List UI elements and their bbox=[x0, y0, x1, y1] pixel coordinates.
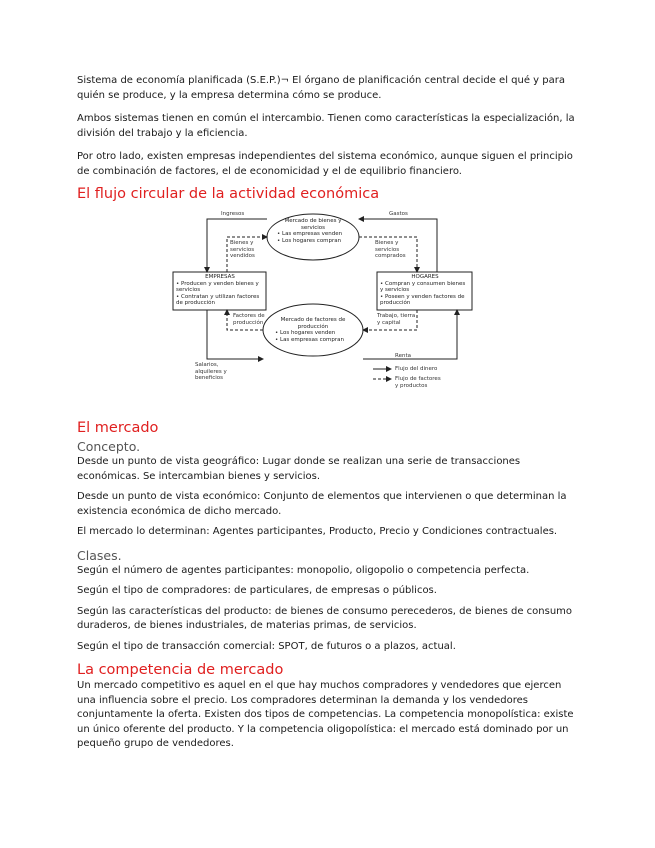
hogares-item: • Poseen y venden factores de producción bbox=[380, 293, 465, 306]
empresas-item: • Producen y venden bienes y servicios bbox=[176, 280, 259, 293]
subheading-concepto: Concepto. bbox=[77, 439, 141, 454]
heading-flujo-circular: El flujo circular de la actividad económica bbox=[77, 186, 380, 202]
label-trabajo: Trabajo, tierra y capital bbox=[377, 313, 416, 326]
label-bienes-comprados: Bienes y servicios comprados bbox=[375, 240, 406, 259]
goods-market-text bbox=[277, 218, 349, 244]
paragraph-clases-transaccion: Según el tipo de transacción comercial: SPOT, de futuros o a plazos, actual. bbox=[77, 640, 456, 652]
label-ingresos: Ingresos bbox=[221, 211, 245, 217]
factor-market-item: • Los hogares venden bbox=[275, 330, 336, 336]
heading-competencia: La competencia de mercado bbox=[77, 662, 284, 678]
paragraph-sep: Sistema de economía planificada (S.E.P.)¬ El órgano de planificación central decide el qué y para quién se produce, y la empresa determina cómo se produce. bbox=[77, 75, 565, 101]
subheading-clases: Clases. bbox=[77, 547, 122, 563]
legend-factores: Flujo de factores y productos bbox=[395, 376, 441, 389]
label-salarios: Salarios, alquileres y beneficios bbox=[195, 362, 227, 381]
heading-mercado: El mercado bbox=[77, 420, 159, 436]
hogares-item: • Compran y consumen bienes y servicios bbox=[380, 280, 466, 293]
label-gastos: Gastos bbox=[389, 211, 408, 217]
factor-market-item: • Las empresas compran bbox=[275, 336, 345, 343]
factor-market-title: Mercado de factores de producción bbox=[280, 317, 346, 330]
paragraph-concepto-economico: Desde un punto de vista económico: Conjunto de elementos que intervienen o que determinan la existencia económica de dicho mercado. bbox=[77, 491, 567, 517]
label-renta: Renta bbox=[395, 353, 411, 359]
empresas-item: • Contratan y utilizan factores de producción bbox=[176, 293, 260, 306]
paragraph-determinantes: El mercado lo determinan: Agentes participantes, Producto, Precio y Condiciones contractuales. bbox=[77, 526, 558, 537]
goods-market-item: • Las empresas venden bbox=[277, 231, 343, 237]
empresas-title: EMPRESAS bbox=[205, 274, 235, 280]
goods-market-title: Mercado de bienes y servicios bbox=[284, 218, 342, 231]
paragraph-clases-compradores: Según el tipo de compradores: de particulares, de empresas o públicos. bbox=[77, 585, 437, 596]
circular-flow-diagram bbox=[77, 209, 577, 414]
paragraph-concepto-geografico: Desde un punto de vista geográfico: Lugar donde se realizan una serie de transacciones económicas. Se intercambian bienes y servicios. bbox=[77, 456, 521, 482]
label-factores: Factores de producción bbox=[233, 313, 265, 326]
paragraph-clases-agentes: Según el número de agentes participantes: monopolio, oligopolio o competencia perfecta. bbox=[77, 564, 530, 576]
document-page bbox=[77, 74, 577, 752]
factor-market-text bbox=[275, 317, 351, 343]
empresas-text bbox=[176, 274, 264, 307]
paragraph-competencia: Un mercado competitivo es aquel en el que hay muchos compradores y vendedores que ejercen una influencia sobre el precio. Los compradores determinan la demanda y los vendedores conjuntamente la oferta. Existen dos tipos de competencias. La competencia monopolística: existe un único oferente del producto. Y la competencia oligopolística: el mercado está dominado por un pequeño grupo de vendedores. bbox=[77, 680, 574, 749]
goods-market-item: • Los hogares compran bbox=[277, 237, 342, 244]
hogares-title: HOGARES bbox=[411, 274, 439, 280]
paragraph-empresas: Por otro lado, existen empresas independientes del sistema económico, aunque siguen el principio de combinación de factores, el de economicidad y el de equilibrio financiero. bbox=[77, 151, 573, 177]
paragraph-clases-producto: Según las características del producto: de bienes de consumo perecederos, de bienes de consumo duraderos, de bienes industriales, de materias primas, de servicios. bbox=[77, 605, 573, 631]
paragraph-intercambio: Ambos sistemas tienen en común el intercambio. Tienen como características la especialización, la división del trabajo y la eficiencia. bbox=[77, 113, 575, 139]
legend-dinero: Flujo del dinero bbox=[395, 366, 438, 372]
hogares-text bbox=[380, 274, 470, 307]
label-bienes-vendidos: Bienes y servicios vendidos bbox=[230, 240, 255, 259]
